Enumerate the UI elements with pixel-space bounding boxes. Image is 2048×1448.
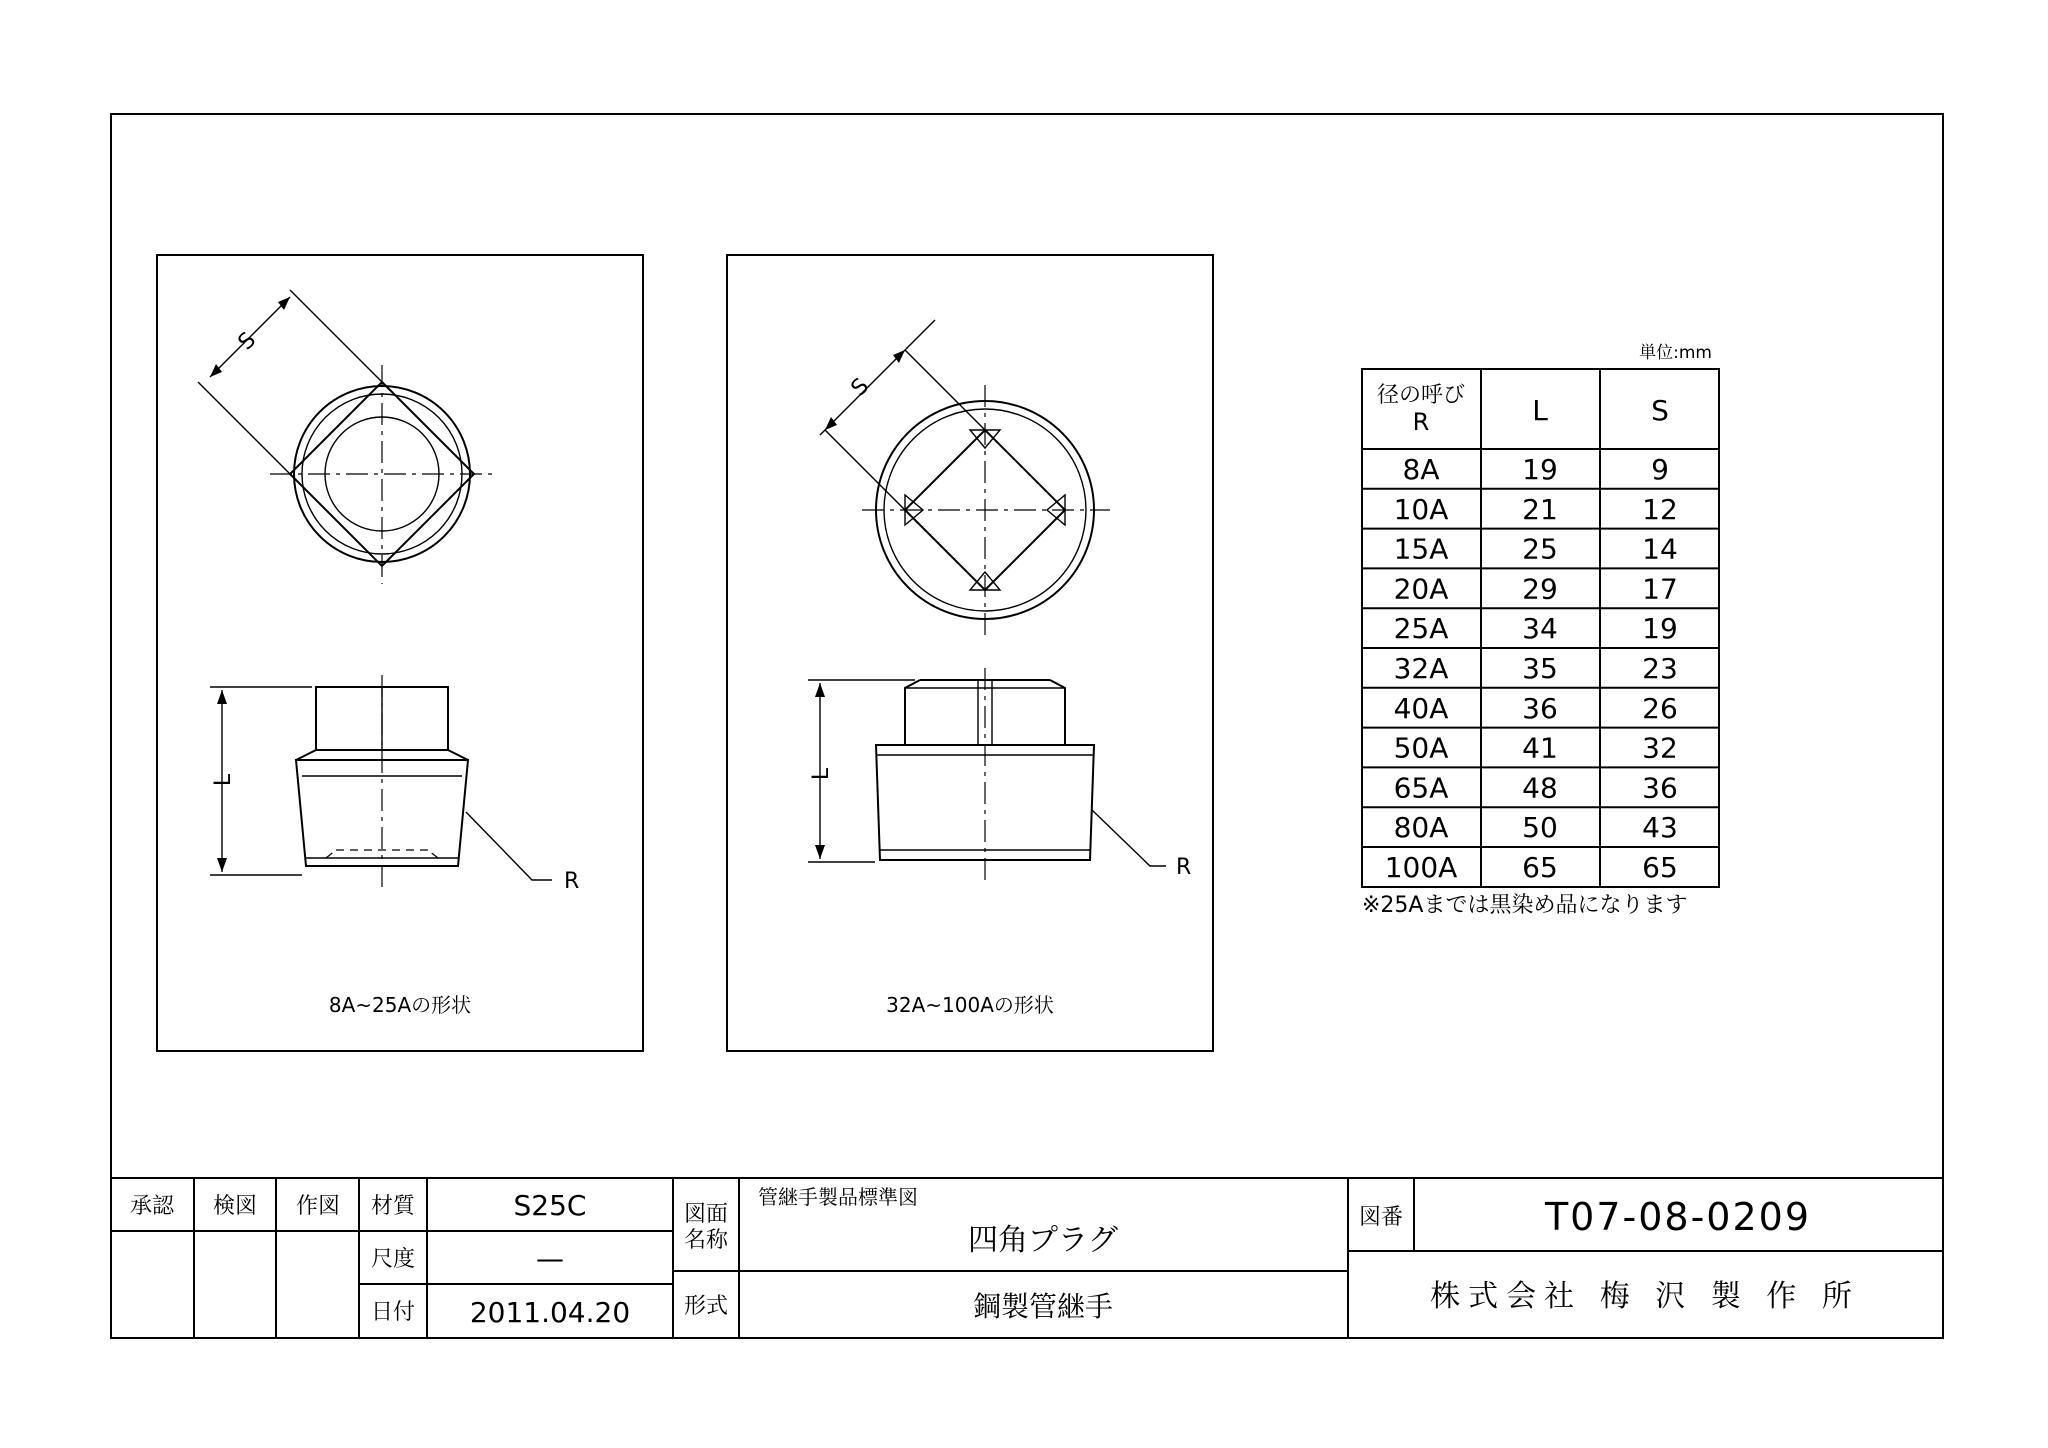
scale-value: — — [536, 1242, 564, 1275]
table-cell-size: 40A — [1393, 691, 1449, 725]
table-cell-size: 25A — [1393, 612, 1449, 646]
right-s-label: S — [846, 373, 875, 402]
table-cell-l: 48 — [1522, 771, 1558, 805]
table-cell-s: 26 — [1642, 691, 1678, 725]
table-cell-size: 8A — [1402, 453, 1440, 486]
type-label: 形式 — [683, 1294, 729, 1319]
left-view-border — [157, 255, 643, 1051]
table-cell-size: 100A — [1384, 851, 1458, 884]
drawing-number: T07-08-0209 — [1544, 1195, 1812, 1239]
left-top-view — [198, 290, 494, 584]
left-side-view — [210, 675, 579, 894]
table-cell-size: 15A — [1393, 532, 1449, 566]
drawing-name-label-2: 名称 — [683, 1228, 729, 1253]
check-label: 検図 — [212, 1194, 258, 1219]
table-cell-l: 34 — [1522, 612, 1558, 646]
drawing-name-label-1: 図面 — [683, 1202, 729, 1227]
type-value: 鋼製管継手 — [972, 1290, 1114, 1323]
table-cell-s: 12 — [1642, 492, 1678, 526]
drawing-no-label: 図番 — [1358, 1205, 1404, 1230]
table-cell-s: 23 — [1642, 652, 1678, 685]
date-value: 2011.04.20 — [469, 1296, 631, 1329]
left-l-label: L — [211, 773, 236, 787]
table-cell-size: 10A — [1393, 492, 1449, 526]
right-view-caption: 32A~100Aの形状 — [886, 993, 1054, 1017]
table-cell-l: 36 — [1522, 691, 1558, 725]
table-cell-l: 35 — [1522, 652, 1558, 685]
right-top-view — [820, 320, 1110, 635]
table-cell-s: 36 — [1642, 771, 1678, 805]
table-cell-l: 21 — [1522, 492, 1558, 526]
table-cell-size: 20A — [1393, 572, 1449, 606]
company-name: 株式会社 梅 沢 製 作 所 — [1430, 1279, 1860, 1314]
table-cell-s: 9 — [1651, 453, 1669, 486]
left-s-label: S — [233, 327, 262, 356]
table-cell-size: 32A — [1393, 652, 1449, 685]
table-cell-size: 50A — [1393, 731, 1449, 765]
material-value: S25C — [513, 1189, 587, 1222]
right-side-view — [808, 668, 1191, 880]
table-cell-l: 41 — [1522, 731, 1558, 765]
right-view-panel — [727, 255, 1213, 1051]
dimensions-table — [1362, 343, 1719, 918]
left-view-caption: 8A~25Aの形状 — [328, 993, 472, 1017]
table-cell-s: 14 — [1642, 532, 1678, 566]
table-cell-l: 65 — [1522, 851, 1558, 884]
table-note: ※25Aまでは黒染め品になります — [1362, 893, 1688, 918]
right-view-border — [727, 255, 1213, 1051]
material-label: 材質 — [370, 1194, 416, 1219]
draw-label: 作図 — [295, 1194, 341, 1219]
table-rows — [1385, 453, 1678, 884]
header-l: L — [1532, 394, 1548, 427]
table-cell-size: 80A — [1393, 811, 1449, 845]
left-r-label: R — [564, 869, 580, 894]
header-r: R — [1412, 408, 1430, 436]
right-l-label: L — [809, 767, 834, 781]
header-s: S — [1651, 394, 1669, 427]
title-block — [111, 1178, 1943, 1338]
table-cell-s: 19 — [1642, 612, 1678, 646]
table-cell-s: 65 — [1642, 851, 1678, 884]
approve-label: 承認 — [129, 1194, 175, 1219]
table-cell-l: 19 — [1522, 453, 1558, 486]
header-nominal-size: 径の呼び — [1376, 383, 1466, 408]
product-name: 四角プラグ — [968, 1223, 1118, 1258]
table-cell-s: 43 — [1642, 811, 1678, 845]
table-cell-s: 17 — [1642, 572, 1678, 606]
table-cell-l: 29 — [1522, 572, 1558, 606]
table-cell-l: 50 — [1522, 811, 1558, 845]
sheet-border — [111, 114, 1943, 1338]
unit-label: 単位:mm — [1639, 343, 1712, 363]
table-cell-l: 25 — [1522, 532, 1558, 566]
right-r-label: R — [1176, 855, 1192, 880]
date-label: 日付 — [370, 1300, 416, 1325]
table-cell-size: 65A — [1393, 771, 1449, 805]
scale-label: 尺度 — [370, 1247, 416, 1272]
table-cell-s: 32 — [1642, 731, 1678, 765]
series-title: 管継手製品標準図 — [758, 1185, 918, 1209]
left-view-panel — [157, 255, 643, 1051]
